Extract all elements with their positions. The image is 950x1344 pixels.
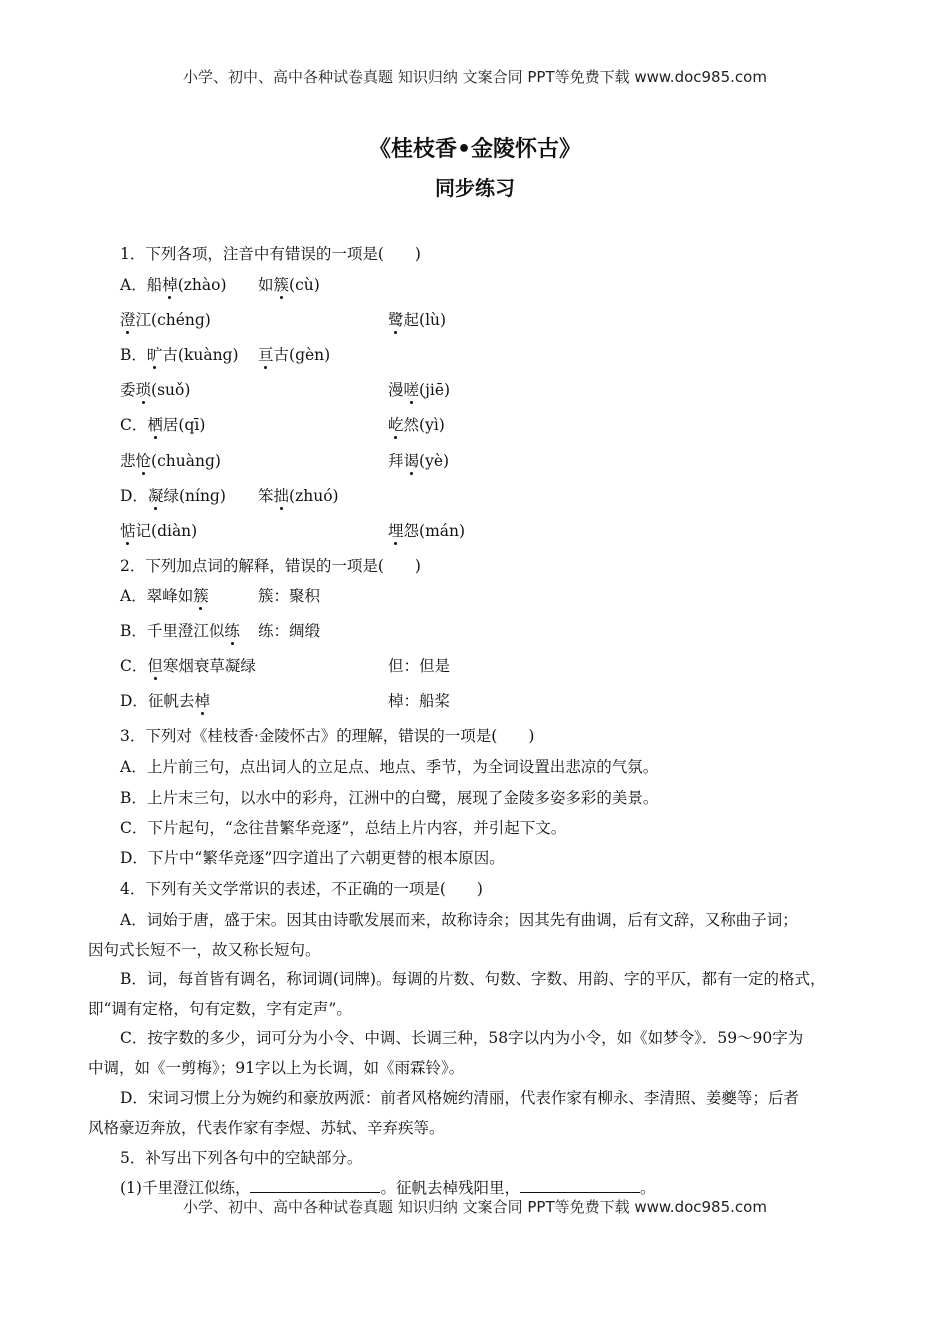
q4-option-c-line1: C．按字数的多少，词可分为小令、中调、长调三种，58字以内为小令，如《如梦令》．59～90字为	[120, 1029, 804, 1047]
q1-option-d-1: D．凝绿(nínɡ)	[120, 487, 226, 505]
footer-banner: 小学、初中、高中各种试卷真题 知识归纳 文案合同 PPT等免费下载 www.doc985.com	[183, 1198, 767, 1216]
q1-option-d-4: 埋怨(mán)	[388, 522, 466, 540]
question-1-stem: 1．下列各项，注音中有错误的一项是( )	[120, 245, 421, 263]
q5-blank-2[interactable]	[520, 1178, 640, 1193]
q3-option-b: B．上片末三句，以水中的彩舟，江洲中的白鹭，展现了金陵多姿多彩的美景。	[120, 789, 659, 807]
q4-option-b-line2: 即“调有定格，句有定数，字有定声”。	[88, 1000, 352, 1018]
q2-option-a-explain: 簇：聚积	[258, 587, 321, 605]
q2-option-d-explain: 棹：船桨	[388, 692, 451, 710]
header-banner: 小学、初中、高中各种试卷真题 知识归纳 文案合同 PPT等免费下载 www.doc985.com	[183, 68, 767, 86]
q5-blank-1[interactable]	[250, 1178, 380, 1193]
q1-option-b-4: 漫嗟(jiē)	[388, 381, 451, 399]
question-3-stem: 3．下列对《桂枝香·金陵怀古》的理解，错误的一项是( )	[120, 727, 535, 745]
q2-option-a: A．翠峰如簇	[120, 587, 209, 605]
question-5-stem: 5．补写出下列各句中的空缺部分。	[120, 1149, 363, 1167]
q2-option-d: D．征帆去棹	[120, 692, 210, 710]
q1-option-a-1: A．船棹(zhào)	[120, 276, 227, 294]
q1-option-c-4: 拜谒(yè)	[388, 452, 450, 470]
q3-option-d: D．下片中“繁华竞逐”四字道出了六朝更替的根本原因。	[120, 849, 505, 867]
q1-option-c-3: 悲怆(chuànɡ)	[120, 452, 221, 470]
page-title: 《桂枝香•金陵怀古》	[368, 137, 582, 162]
q1-option-a-2: 如簇(cù)	[258, 276, 320, 294]
question-2-stem: 2．下列加点词的解释，错误的一项是( )	[120, 557, 421, 575]
q4-option-d-line1: D．宋词习惯上分为婉约和豪放两派：前者风格婉约清丽，代表作家有柳永、李清照、姜夔等；后者	[120, 1089, 799, 1107]
q1-option-b-2: 亘古(ɡèn)	[258, 346, 331, 364]
q1-option-c-2: 屹然(yì)	[388, 416, 445, 434]
q4-option-c-line2: 中调，如《一剪梅》；91字以上为长调，如《雨霖铃》。	[88, 1059, 465, 1077]
q5-item-1: (1)千里澄江似练， 。征帆去棹残阳里， 。	[120, 1179, 656, 1197]
q1-option-b-1: B．旷古(kuànɡ)	[120, 346, 239, 364]
question-4-stem: 4．下列有关文学常识的表述，不正确的一项是( )	[120, 880, 483, 898]
q1-option-d-2: 笨拙(zhuó)	[258, 487, 339, 505]
q3-option-a: A．上片前三句，点出词人的立足点、地点、季节，为全词设置出悲凉的气氛。	[120, 758, 659, 776]
q4-option-d-line2: 风格豪迈奔放，代表作家有李煜、苏轼、辛弃疾等。	[88, 1119, 445, 1137]
q1-option-d-3: 惦记(diàn)	[120, 522, 198, 540]
q4-option-b-line1: B．词，每首皆有调名，称词调(词牌)。每调的片数、句数、字数、用韵、字的平仄，都有一定的格式，	[120, 970, 826, 988]
q2-option-b-explain: 练：绸缎	[258, 622, 321, 640]
q1-option-c-1: C．栖居(qī)	[120, 416, 206, 434]
q1-option-a-3: 澄江(chénɡ)	[120, 311, 211, 329]
q3-option-c: C．下片起句，“念往昔繁华竞逐”，总结上片内容，并引起下文。	[120, 819, 567, 837]
q4-option-a-line1: A．词始于唐，盛于宋。因其由诗歌发展而来，故称诗余；因其先有曲调，后有文辞，又称曲子词；	[120, 911, 798, 929]
q1-option-b-3: 委琐(suǒ)	[120, 381, 191, 399]
page-subtitle: 同步练习	[435, 176, 515, 200]
q4-option-a-line2: 因句式长短不一，故又称长短句。	[88, 941, 321, 959]
q2-option-c: C．但寒烟衰草凝绿	[120, 657, 256, 675]
q2-option-c-explain: 但：但是	[388, 657, 451, 675]
q2-option-b: B．千里澄江似练	[120, 622, 240, 640]
q1-option-a-4: 鹭起(lù)	[388, 311, 447, 329]
